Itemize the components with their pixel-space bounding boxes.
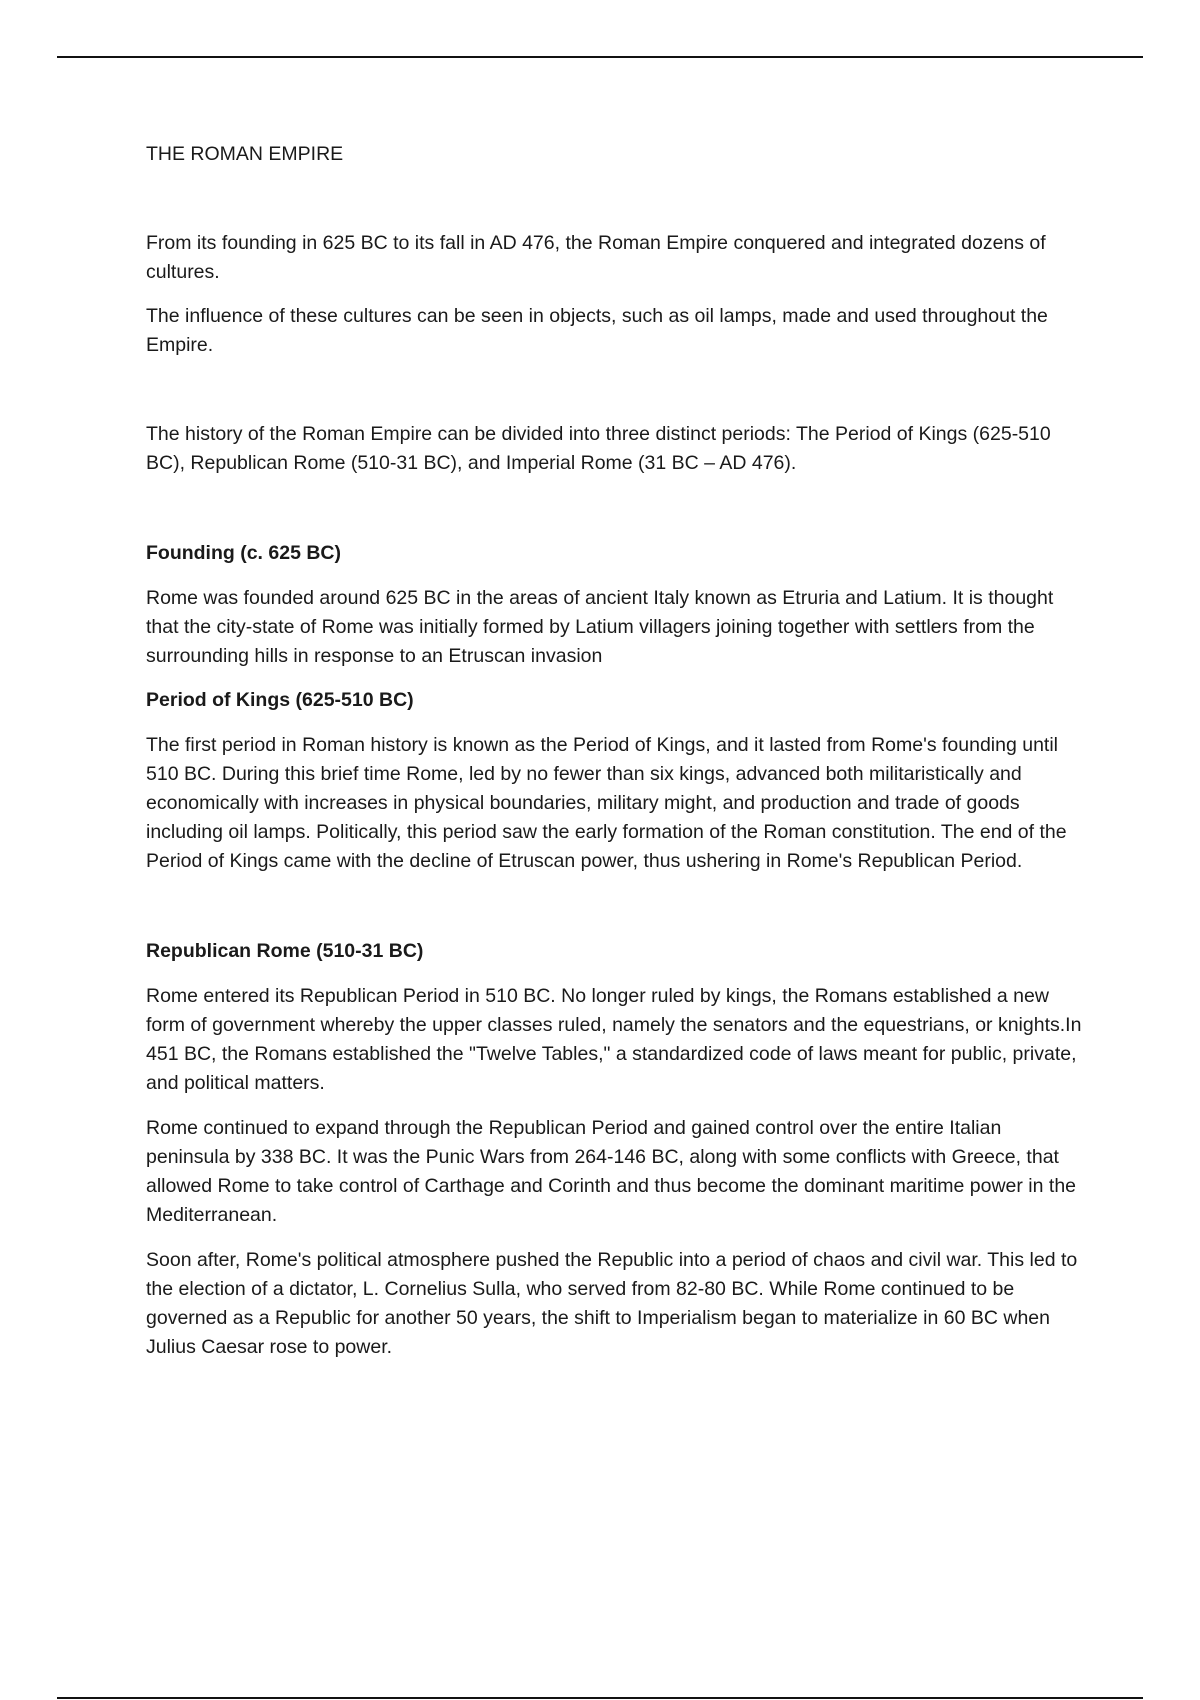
intro-paragraph: The influence of these cultures can be seen in objects, such as oil lamps, made and used throughout the Empire.: [146, 305, 1048, 356]
document-body: [146, 140, 1086, 1362]
intro-paragraph: From its founding in 625 BC to its fall in AD 476, the Roman Empire conquered and integrated dozens of cultures.: [146, 232, 1046, 283]
section-heading-founding: Founding (c. 625 BC): [146, 542, 341, 564]
document-title: THE ROMAN EMPIRE: [146, 143, 344, 165]
overview-paragraph: The history of the Roman Empire can be divided into three distinct periods: The Period of Kings (625-510 BC), Republican Rome (510-31 BC), and Imperial Rome (31 BC – AD 476).: [146, 423, 1051, 474]
bottom-rule: [57, 1697, 1143, 1699]
section-heading-republican-rome: Republican Rome (510-31 BC): [146, 940, 424, 962]
top-rule: [57, 56, 1143, 58]
section-paragraph: The first period in Roman history is known as the Period of Kings, and it lasted from Rome's founding until 510 BC. During this brief time Rome, led by no fewer than six kings, advanced both militaristically and economically with increases in physical boundaries, military might, and production and trade of goods including oil lamps. Politically, this period saw the early formation of the Roman constitution. The end of the Period of Kings came with the decline of Etruscan power, thus ushering in Rome's Republican Period.: [146, 734, 1067, 872]
section-heading-period-of-kings: Period of Kings (625-510 BC): [146, 689, 414, 711]
section-paragraph: Soon after, Rome's political atmosphere pushed the Republic into a period of chaos and civil war. This led to the election of a dictator, L. Cornelius Sulla, who served from 82-80 BC. While Rome continued to be governed as a Republic for another 50 years, the shift to Imperialism began to materialize in 60 BC when Julius Caesar rose to power.: [146, 1249, 1078, 1358]
section-paragraph: Rome entered its Republican Period in 510 BC. No longer ruled by kings, the Romans established a new form of government whereby the upper classes ruled, namely the senators and the equestrians, or knights.In 451 BC, the Romans established the "Twelve Tables," a standardized code of laws meant for public, private, and political matters.: [146, 985, 1082, 1094]
section-paragraph: Rome continued to expand through the Republican Period and gained control over the entire Italian peninsula by 338 BC. It was the Punic Wars from 264-146 BC, along with some conflicts with Greece, that allowed Rome to take control of Carthage and Corinth and thus become the dominant maritime power in the Mediterranean.: [146, 1117, 1077, 1226]
section-paragraph: Rome was founded around 625 BC in the areas of ancient Italy known as Etruria and Latium. It is thought that the city-state of Rome was initially formed by Latium villagers joining together with settlers from the surrounding hills in response to an Etruscan invasion: [146, 587, 1054, 667]
